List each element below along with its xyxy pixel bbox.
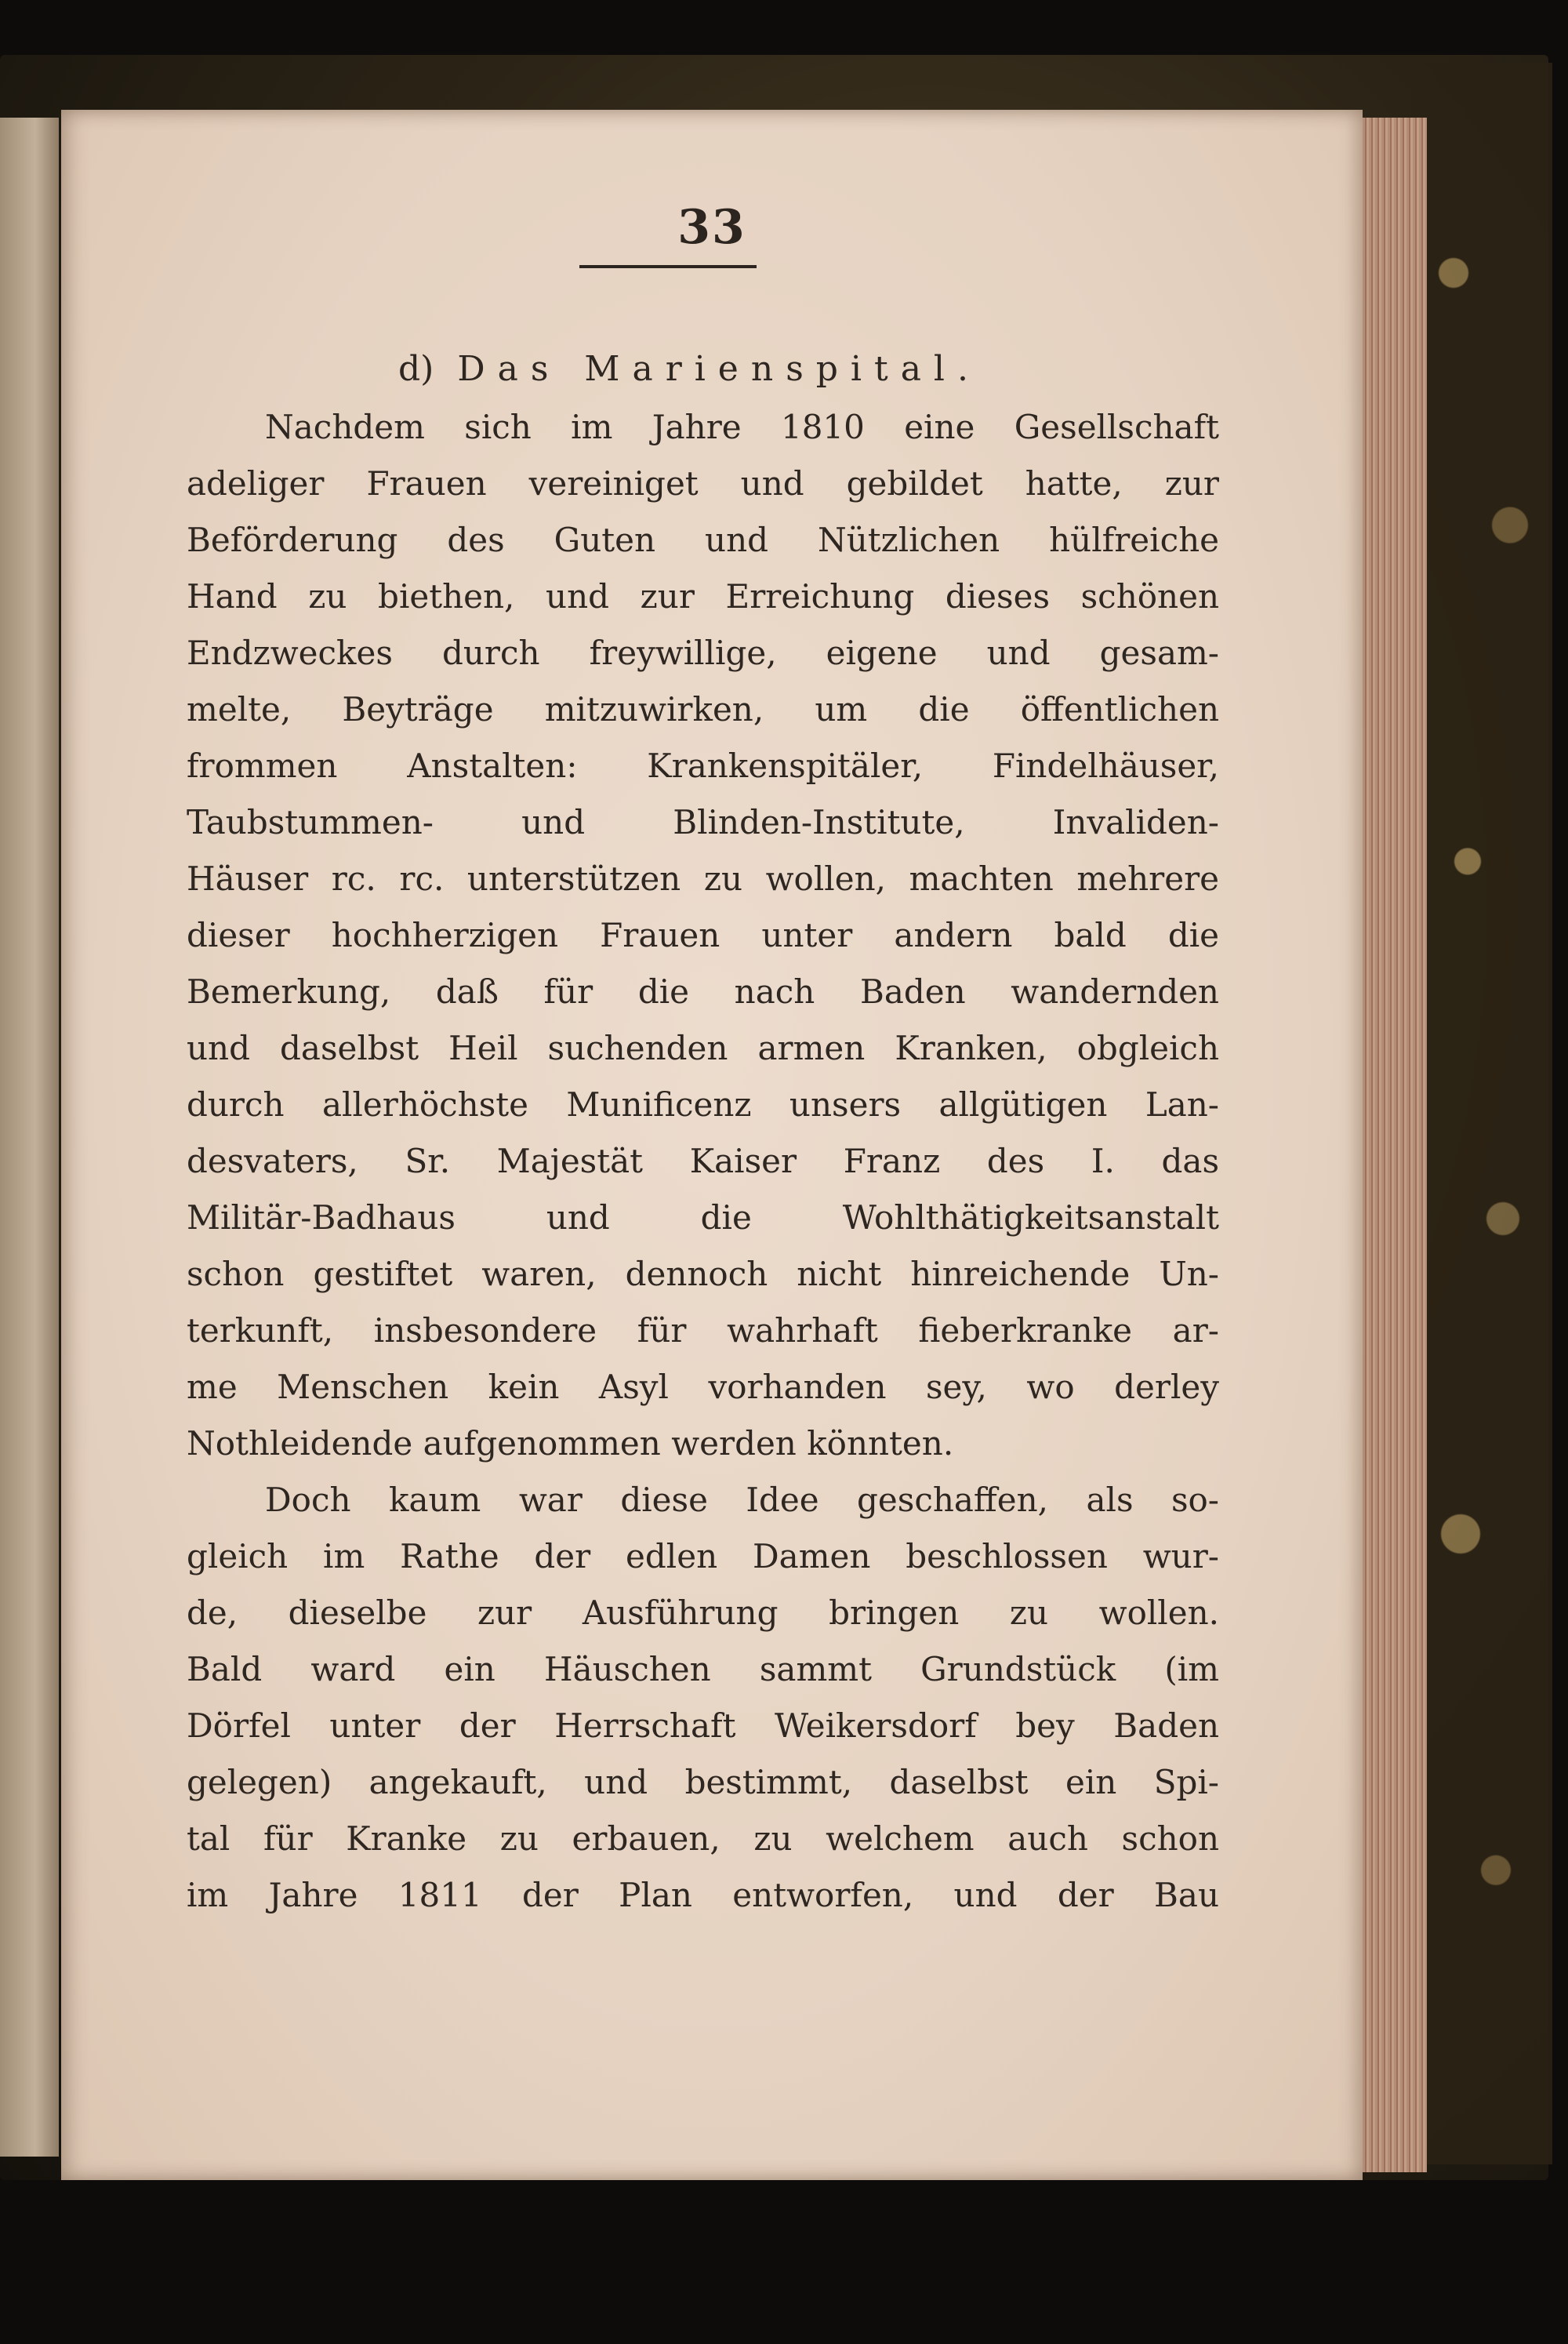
text-line: Nachdem sich im Jahre 1810 eine Gesellschaft <box>265 408 1219 446</box>
text-line: gleich im Rathe der edlen Damen beschlossen wur- <box>187 1537 1219 1575</box>
text-line: Nothleidende aufgenommen werden könnten. <box>187 1424 954 1463</box>
section-title: Das Marienspital. <box>457 349 981 389</box>
text-line: schon gestiftet waren, dennoch nicht hinreichende Un- <box>187 1255 1219 1293</box>
text-line: de, dieselbe zur Ausführung bringen zu wollen. <box>187 1594 1219 1632</box>
text-line: Doch kaum war diese Idee geschaffen, als so- <box>265 1481 1219 1519</box>
text-line: Bemerkung, daß für die nach Baden wandernden <box>187 972 1219 1011</box>
text-line: Hand zu biethen, und zur Erreichung dieses schönen <box>187 577 1219 616</box>
text-line: gelegen) angekauft, und bestimmt, daselbst ein Spi- <box>187 1763 1219 1801</box>
text-line: und daselbst Heil suchenden armen Kranken, obgleich <box>187 1029 1219 1067</box>
text-line: im Jahre 1811 der Plan entworfen, und der Bau <box>187 1876 1219 1914</box>
text-line: Dörfel unter der Herrschaft Weikersdorf bey Baden <box>187 1706 1219 1745</box>
text-line: frommen Anstalten: Krankenspitäler, Findelhäuser, <box>187 747 1219 785</box>
text-line: me Menschen kein Asyl vorhanden sey, wo derley <box>187 1368 1219 1406</box>
text-line: Beförderung des Guten und Nützlichen hülfreiche <box>187 521 1219 559</box>
text-line: tal für Kranke zu erbauen, zu welchem auch schon <box>187 1819 1219 1858</box>
text-line: Militär-Badhaus und die Wohlthätigkeitsanstalt <box>187 1198 1219 1237</box>
marbled-cover-edge <box>1411 63 1552 2164</box>
page-number-rule <box>579 265 757 268</box>
book-page <box>61 110 1363 2180</box>
text-line: desvaters, Sr. Majestät Kaiser Franz des I. das <box>187 1142 1219 1180</box>
text-line: Häuser rc. rc. unterstützen zu wollen, machten mehrere <box>187 859 1219 898</box>
facing-page-edge <box>0 118 59 2157</box>
text-line: melte, Beyträge mitzuwirken, um die öffentlichen <box>187 690 1219 729</box>
text-line: adeliger Frauen vereiniget und gebildet hatte, zur <box>187 464 1219 503</box>
page-number: 33 <box>677 200 746 255</box>
section-label: d) <box>398 349 434 389</box>
text-line: Endzweckes durch freywillige, eigene und gesam- <box>187 634 1219 672</box>
section-heading <box>398 349 981 389</box>
text-line: Bald ward ein Häuschen sammt Grundstück (im <box>187 1650 1219 1688</box>
text-line: terkunft, insbesondere für wahrhaft fieberkranke ar- <box>187 1311 1219 1350</box>
text-line: dieser hochherzigen Frauen unter andern bald die <box>187 916 1219 954</box>
text-line: Taubstummen- und Blinden-Institute, Invaliden- <box>187 803 1219 841</box>
page-block-edges <box>1356 118 1427 2172</box>
text-line: durch allerhöchste Munificenz unsers allgütigen Lan- <box>187 1085 1219 1124</box>
